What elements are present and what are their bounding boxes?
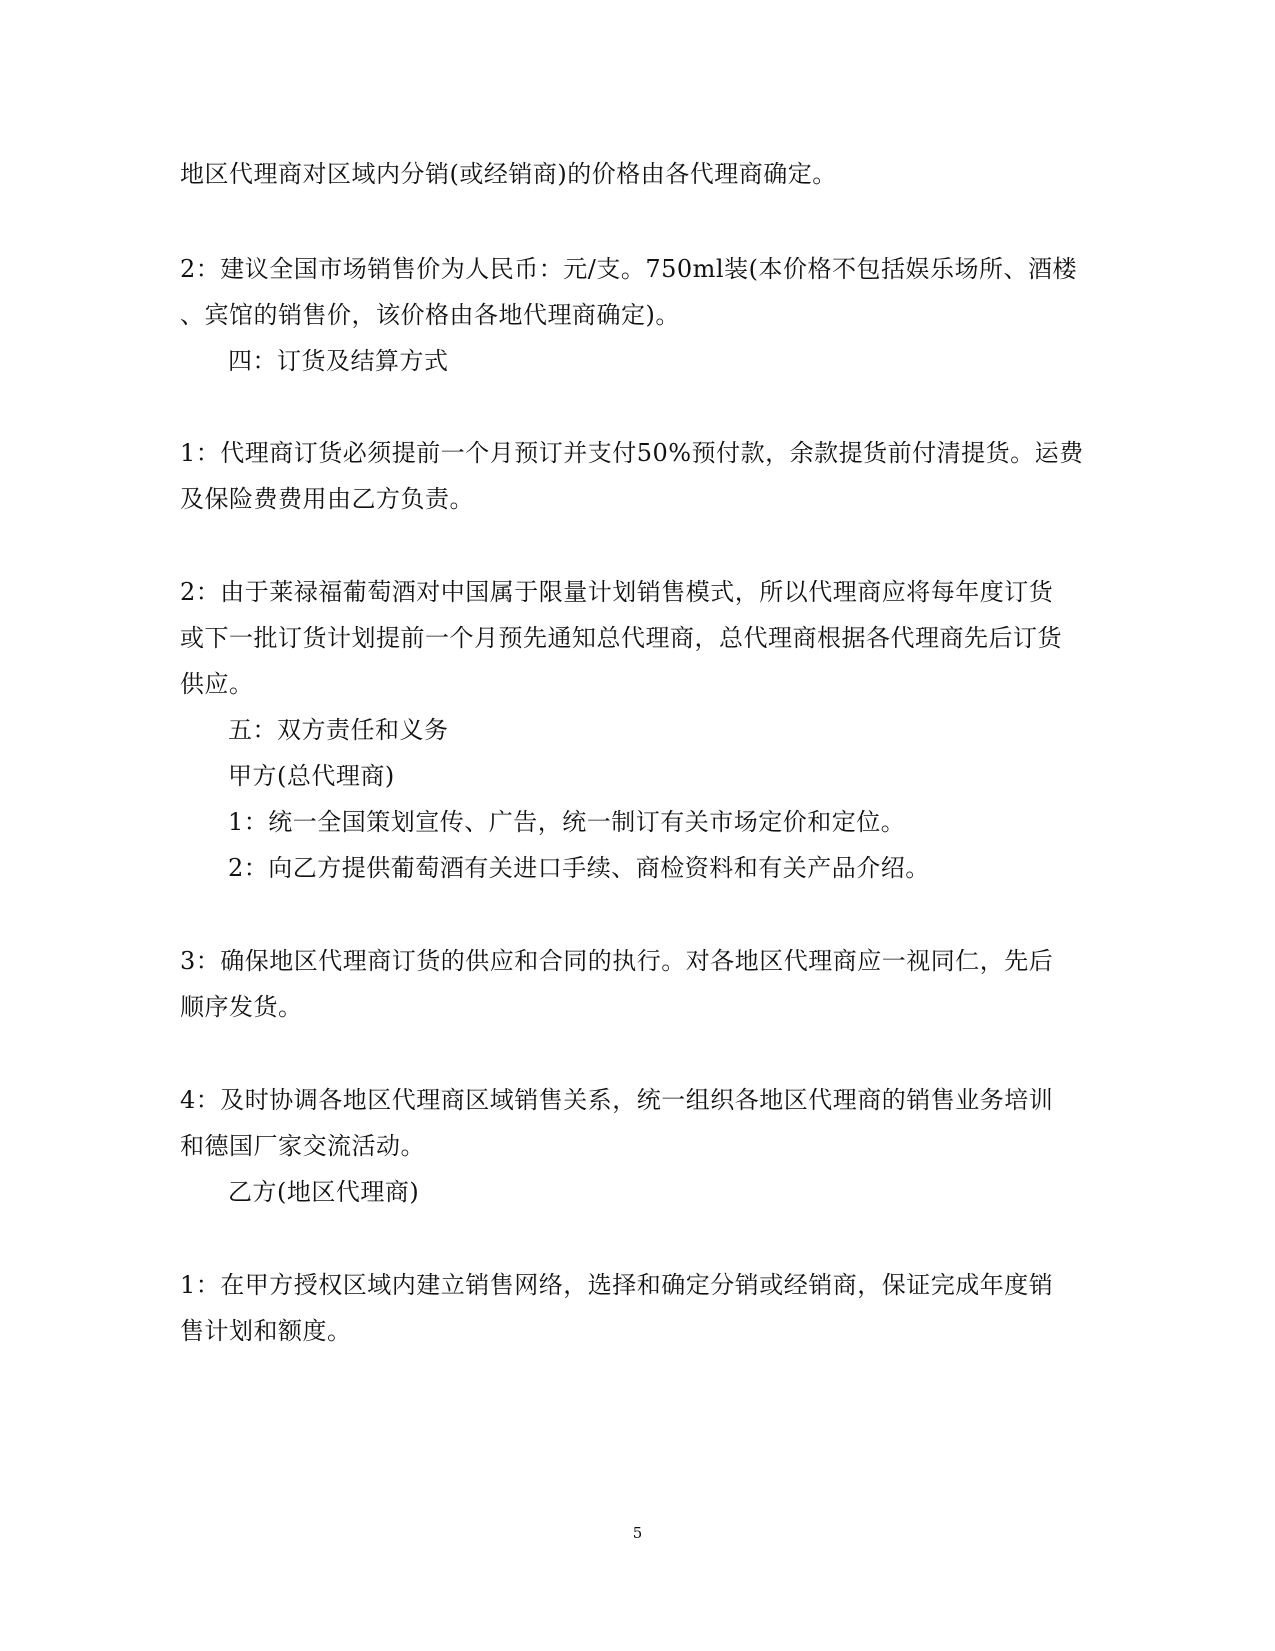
text-line: 或下一批订货计划提前一个月预先通知总代理商，总代理商根据各代理商先后订货 [180, 624, 1062, 652]
text-line: 、宾馆的销售价，该价格由各地代理商确定)。 [180, 301, 680, 329]
text-line: 4：及时协调各地区代理商区域销售关系，统一组织各地区代理商的销售业务培训 [180, 1086, 1054, 1114]
text-line: 3：确保地区代理商订货的供应和合同的执行。对各地区代理商应一视同仁，先后 [180, 947, 1054, 975]
page-number: 5 [632, 1524, 643, 1542]
subheading: 甲方(总代理商) [228, 762, 395, 790]
text-line: 及保险费费用由乙方负责。 [180, 485, 474, 513]
list-item: 2：向乙方提供葡萄酒有关进口手续、商检资料和有关产品介绍。 [228, 854, 930, 882]
text-line: 售计划和额度。 [180, 1317, 352, 1345]
text-line: 和德国厂家交流活动。 [180, 1132, 425, 1160]
section-heading: 四：订货及结算方式 [228, 347, 449, 375]
text-line: 2：由于莱禄福葡萄酒对中国属于限量计划销售模式，所以代理商应将每年度订货 [180, 578, 1054, 606]
text-line: 顺序发货。 [180, 993, 303, 1021]
text-line: 2：建议全国市场销售价为人民币：元/支。750ml装(本价格不包括娱乐场所、酒楼 [180, 255, 1077, 283]
text-line: 1：代理商订货必须提前一个月预订并支付50%预付款，余款提货前付清提货。运费 [180, 439, 1084, 467]
list-item: 1：统一全国策划宣传、广告，统一制订有关市场定价和定位。 [228, 808, 906, 836]
text-line: 1：在甲方授权区域内建立销售网络，选择和确定分销或经销商，保证完成年度销 [180, 1271, 1054, 1299]
section-heading: 五：双方责任和义务 [228, 716, 449, 744]
subheading: 乙方(地区代理商) [228, 1178, 420, 1206]
text-line: 供应。 [180, 670, 254, 698]
text-line: 地区代理商对区域内分销(或经销商)的价格由各代理商确定。 [180, 160, 837, 188]
